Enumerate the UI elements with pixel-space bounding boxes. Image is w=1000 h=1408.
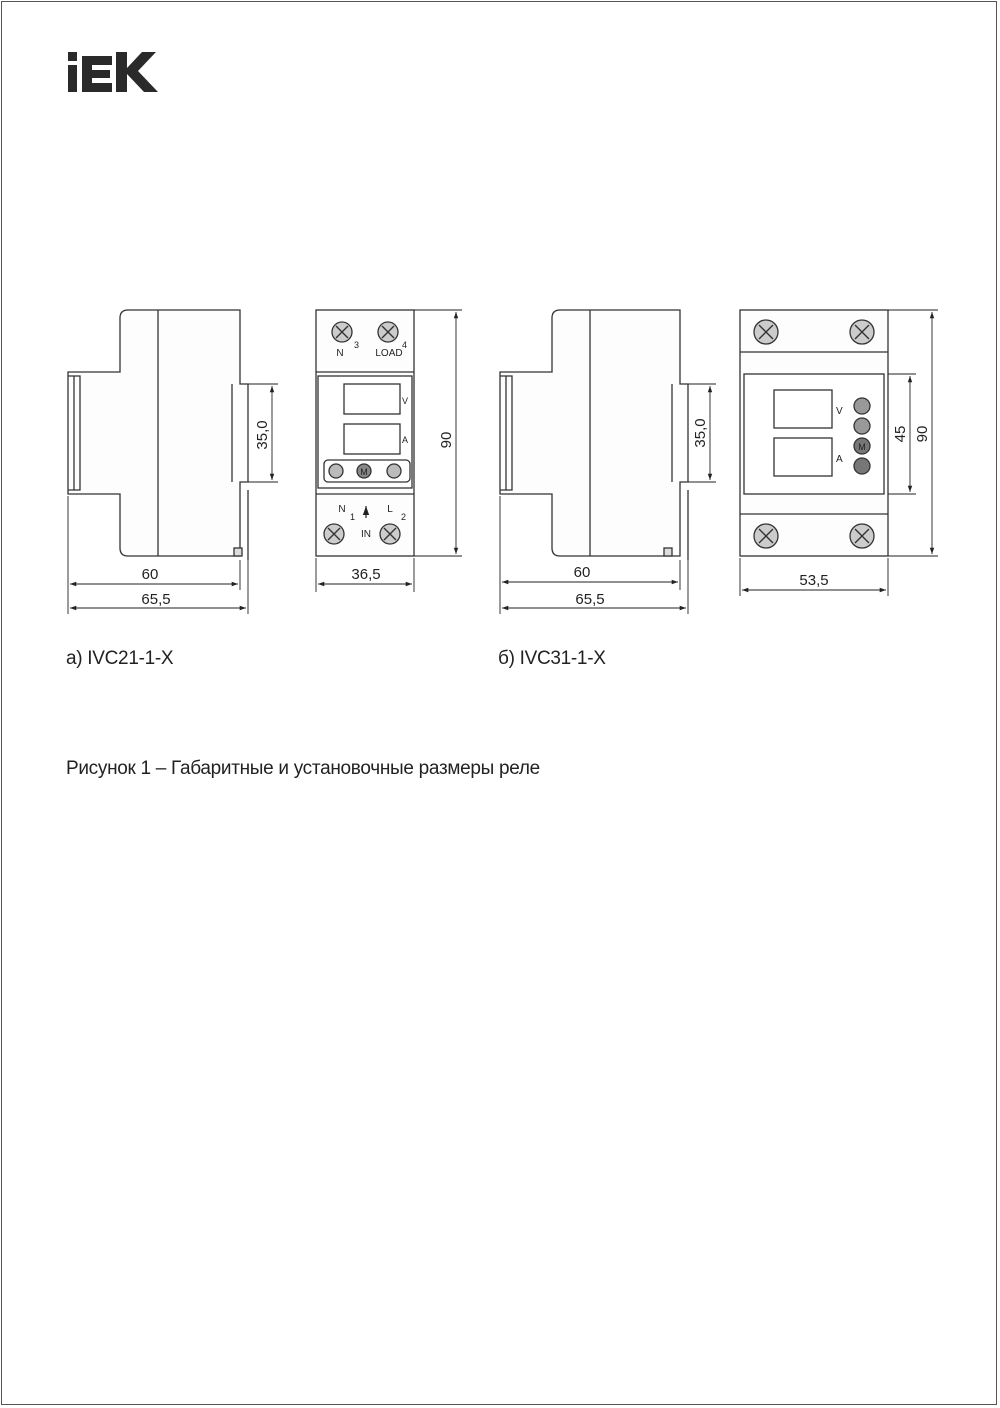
view-a-display-a: A (402, 435, 409, 445)
view-a-terminal-l2-num: 2 (401, 512, 407, 522)
view-a-terminal-load: LOAD (375, 348, 403, 359)
view-a-terminal-n3-num: 3 (354, 340, 360, 350)
view-a-terminal-in: IN (361, 529, 371, 540)
view-b-display-v: V (836, 406, 843, 417)
view-b-caption: б) IVC31-1-X (498, 648, 606, 669)
view-b-dim-width: 53,5 (799, 572, 829, 589)
view-b-dim-rail: 35,0 (692, 418, 709, 448)
view-a-terminal-load-num: 4 (402, 340, 408, 350)
view-a-dim-depth-655: 65,5 (141, 591, 171, 608)
view-a-dim-rail: 35,0 (254, 420, 271, 450)
view-a-dim-depth-60: 60 (141, 566, 159, 583)
view-a-terminal-n3: N (336, 348, 344, 359)
figure-caption: Рисунок 1 – Габаритные и установочные размеры реле (66, 758, 540, 779)
view-b-dim-height: 90 (914, 425, 931, 443)
view-a-terminal-n1-num: 1 (350, 512, 356, 522)
view-a-button-m: M (360, 467, 368, 477)
view-b-dim-depth-60: 60 (573, 564, 591, 581)
view-b-button-m: M (858, 442, 866, 452)
dimension-drawing (0, 0, 1000, 700)
view-a-display-v: V (402, 396, 409, 406)
view-a-dim-height: 90 (438, 431, 455, 449)
view-b-dim-depth-655: 65,5 (575, 591, 605, 608)
view-a-side (68, 310, 248, 560)
view-b-front (740, 310, 888, 556)
view-a-caption: а) IVC21-1-X (66, 648, 174, 669)
view-b-dim-front-height: 45 (892, 425, 909, 443)
view-a-dim-width: 36,5 (351, 566, 381, 583)
view-a-front (316, 310, 414, 556)
view-b-side (500, 310, 688, 560)
view-a-terminal-n1: N (338, 504, 346, 515)
view-b-display-a: A (836, 454, 843, 465)
view-a-terminal-l2: L (387, 504, 393, 515)
